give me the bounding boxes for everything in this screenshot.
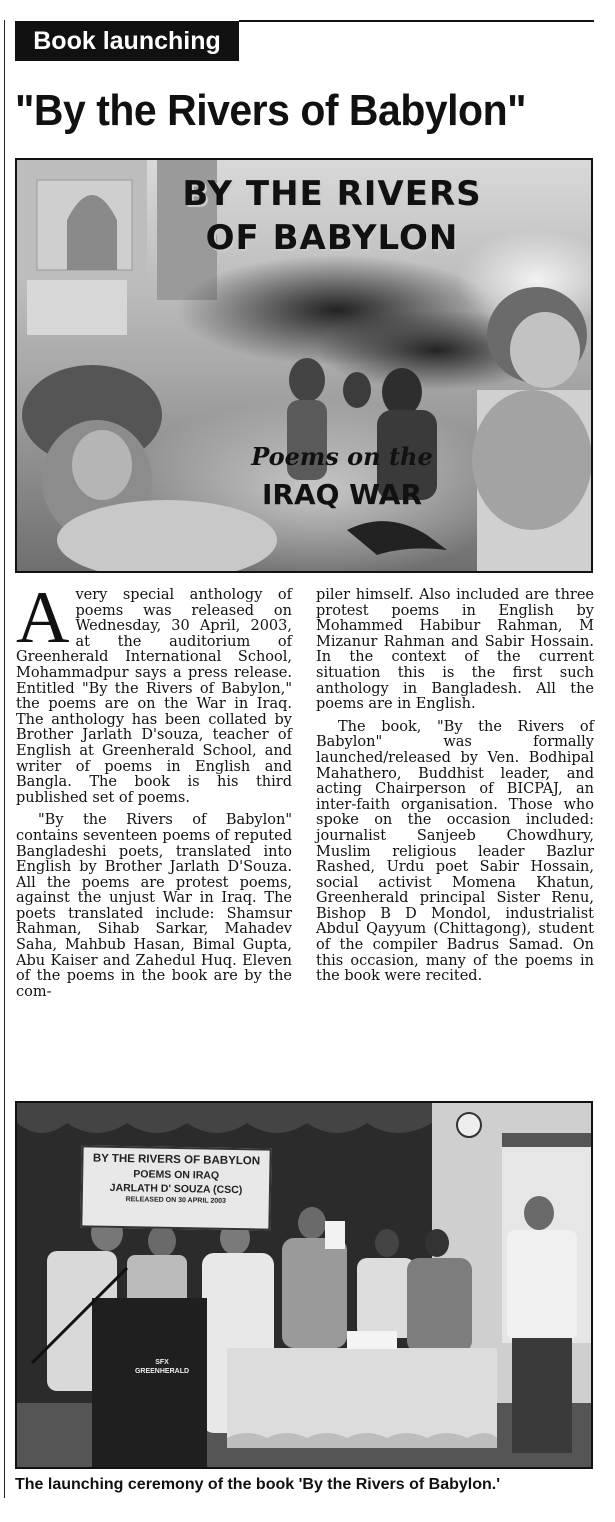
article-paragraph: The book, "By the Rivers of Babylon" was formally launched/released by Ven. Bodhipal Mahathero, Buddhist leader, and acting Chairperson of BICPAJ, an inter-faith organisation. Those who spoke on the occasion included: journalist Sanjeeb Chowdhury, Muslim religious leader Bazlur Rashed, Urdu poet Sabir Hossain, social activist Momena Khatun, Greenherald principal Sister Renu, Bishop B D Mondol, industrialist Abdul Qayyum (Chittagong), student of the compiler Badrus Samad. On this occasion, many of the poems in the book were recited. — [316, 718, 594, 985]
section-kicker: Book launching — [15, 21, 239, 61]
podium-label — [117, 1358, 207, 1376]
article-paragraph: piler himself. Also included are three protest poems in English by Mohammed Habibur Rahman, M Mizanur Rahman and Sabir Hossain. In the context of the current situation this is the first such anthology in Bangladesh. All the poems are in English. — [316, 587, 594, 713]
paragraph-text: very special anthology of poems was released on Wednesday, 30 April, 2003, at the auditorium of Greenherald International School, Mohammadpur says a press release. Entitled "By the Rivers of Babylon," the poems are on the War in Iraq. The anthology has been collated by Brother Jarlath D'souza, teacher of English at Greenherald School, and writer of poems in English and Bangla. The book is his third published set of poems. — [16, 587, 292, 806]
banner-line: POEMS ON IRAQ — [133, 1168, 220, 1182]
banner-line: BY THE RIVERS OF BABYLON — [92, 1152, 261, 1168]
cover-title — [167, 172, 497, 260]
event-banner — [80, 1145, 271, 1230]
drop-cap: A — [16, 577, 70, 659]
event-photo — [15, 1101, 593, 1469]
banner-line: RELEASED ON 30 APRIL 2003 — [125, 1196, 227, 1205]
cover-subtitle: IRAQ WAR — [261, 478, 423, 511]
article-paragraph — [16, 577, 292, 806]
cover-title-line: BY THE RIVERS — [182, 174, 482, 214]
article-column-right — [316, 588, 594, 992]
headline: "By the Rivers of Babylon" — [15, 86, 527, 135]
top-rule — [239, 20, 594, 22]
podium-label-line: SFX — [155, 1359, 169, 1366]
cover-subtitle: Poems on the — [251, 442, 433, 471]
cover-title-line: OF BABYLON — [205, 218, 459, 258]
podium-label-line: GREENHERALD — [134, 1368, 190, 1375]
book-cover-photo — [15, 158, 593, 573]
article-column-left — [16, 577, 292, 1007]
banner-line: JARLATH D' SOUZA (CSC) — [109, 1181, 243, 1197]
left-column-rule — [4, 20, 5, 1498]
photo-caption: The launching ceremony of the book 'By the Rivers of Babylon.' — [15, 1476, 501, 1493]
article-paragraph: "By the Rivers of Babylon" contains seventeen poems of reputed Bangladeshi poets, translated into English by Brother Jarlath D'Souza. All the poems are protest poems, against the unjust War in Iraq. The poets translated include: Shamsur Rahman, Sihab Sarkar, Mahadev Saha, Mahbub Hasan, Bimal Gupta, Abu Kaiser and Zahedul Huq. Eleven of the poems in the book are by the com- — [16, 812, 292, 1000]
